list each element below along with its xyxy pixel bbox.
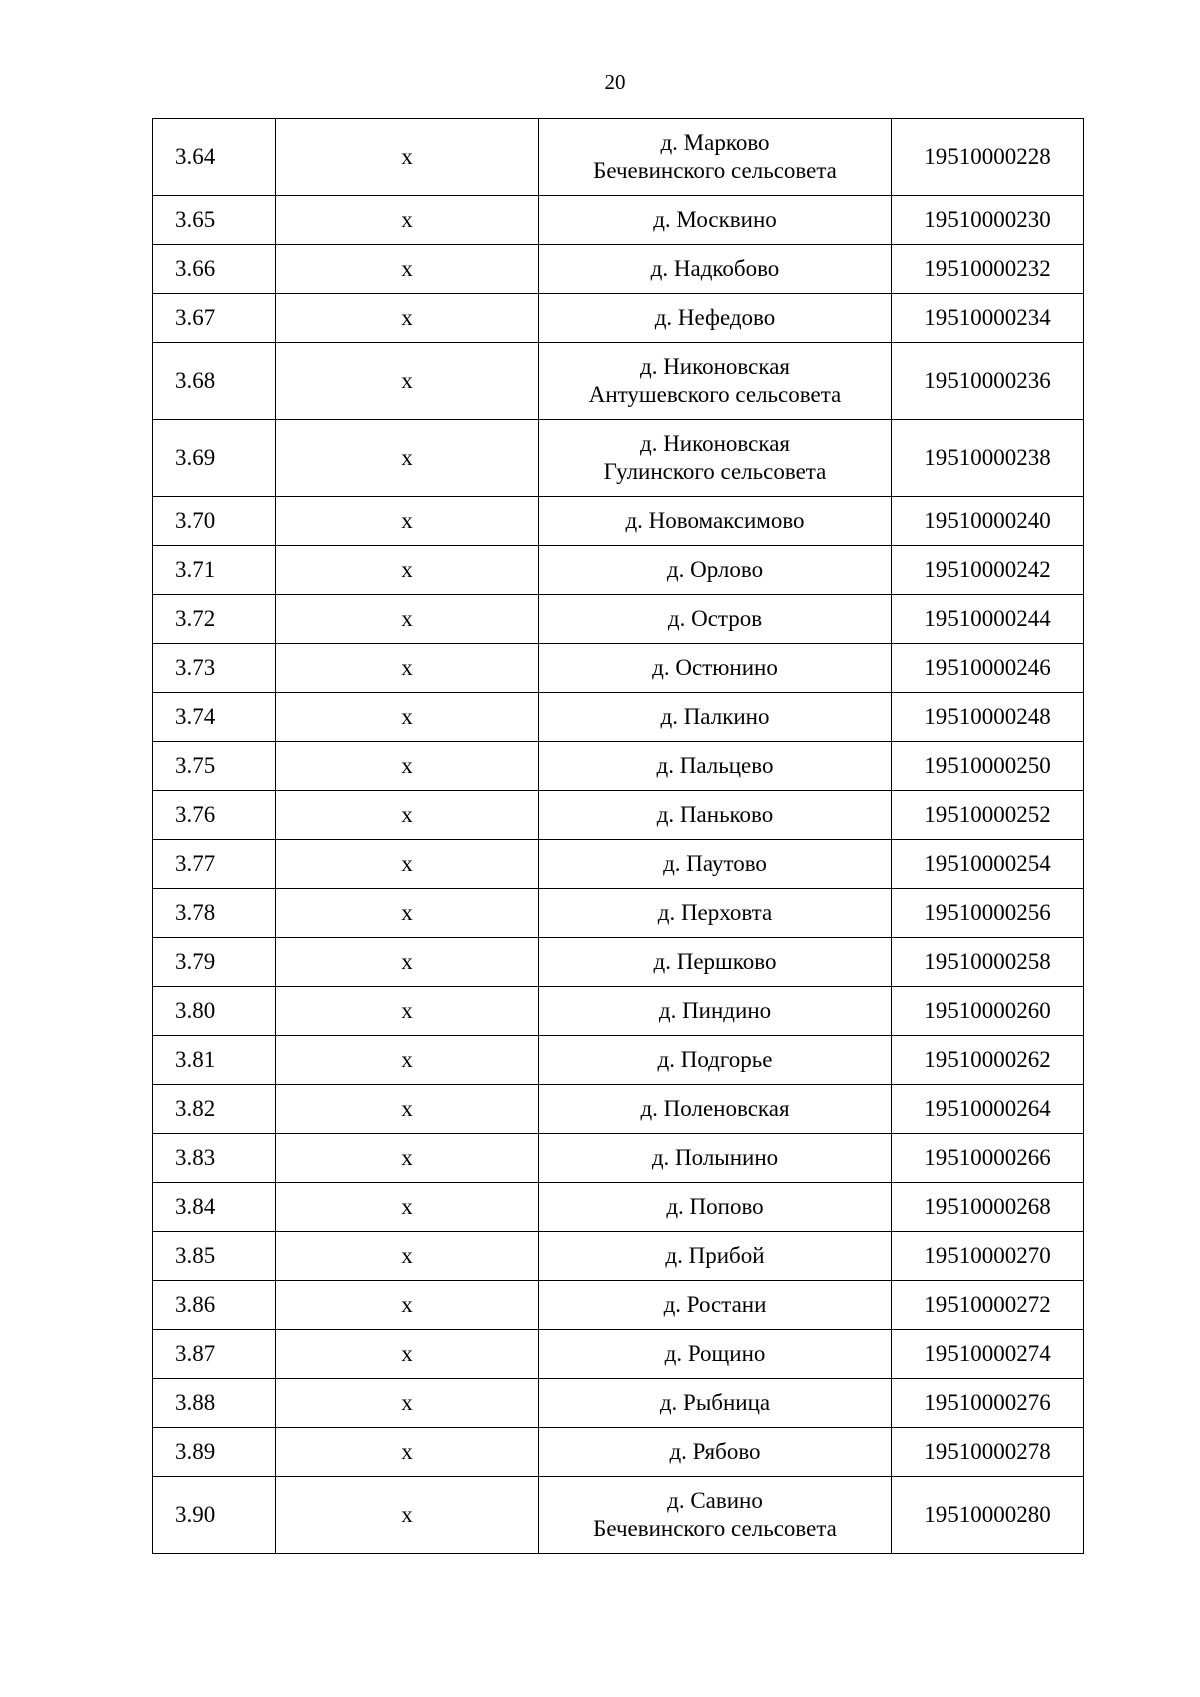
table-row <box>153 1428 1084 1477</box>
oktmo-code-cell: 19510000228 <box>892 119 1084 196</box>
mark-cell: х <box>276 1477 539 1554</box>
row-number-cell: 3.86 <box>153 1281 276 1330</box>
table-row <box>153 1379 1084 1428</box>
mark-cell: х <box>276 595 539 644</box>
settlement-name: д. Москвино <box>653 207 777 232</box>
table-body <box>153 119 1084 1554</box>
oktmo-code-cell: 19510000260 <box>892 987 1084 1036</box>
settlement-name-cell <box>539 294 892 343</box>
oktmo-code-cell: 19510000246 <box>892 644 1084 693</box>
settlement-name-cell <box>539 987 892 1036</box>
table-row <box>153 693 1084 742</box>
table-row <box>153 119 1084 196</box>
table-row <box>153 938 1084 987</box>
oktmo-code-cell: 19510000278 <box>892 1428 1084 1477</box>
table-row <box>153 196 1084 245</box>
table-row <box>153 1134 1084 1183</box>
settlement-name: д. Рябово <box>669 1439 761 1464</box>
mark-cell: х <box>276 889 539 938</box>
row-number-cell: 3.76 <box>153 791 276 840</box>
row-number-cell: 3.88 <box>153 1379 276 1428</box>
row-number-cell: 3.73 <box>153 644 276 693</box>
table-row <box>153 742 1084 791</box>
table-row <box>153 1281 1084 1330</box>
mark-cell: х <box>276 644 539 693</box>
settlement-name: д. Подгорье <box>657 1047 773 1072</box>
mark-cell: х <box>276 938 539 987</box>
mark-cell: х <box>276 1085 539 1134</box>
settlement-council: Бечевинского сельсовета <box>593 158 837 183</box>
mark-cell: х <box>276 196 539 245</box>
oktmo-code-cell: 19510000276 <box>892 1379 1084 1428</box>
settlement-name: д. Попово <box>666 1194 764 1219</box>
row-number-cell: 3.89 <box>153 1428 276 1477</box>
table-row <box>153 1036 1084 1085</box>
row-number-cell: 3.74 <box>153 693 276 742</box>
settlement-name-cell <box>539 1477 892 1554</box>
row-number-cell: 3.69 <box>153 420 276 497</box>
oktmo-code-cell: 19510000268 <box>892 1183 1084 1232</box>
settlement-name: д. Першково <box>653 949 777 974</box>
table-row <box>153 546 1084 595</box>
mark-cell: х <box>276 1330 539 1379</box>
oktmo-code-cell: 19510000272 <box>892 1281 1084 1330</box>
mark-cell: х <box>276 546 539 595</box>
row-number-cell: 3.83 <box>153 1134 276 1183</box>
table-row <box>153 644 1084 693</box>
settlement-name: д. Пиндино <box>658 998 772 1023</box>
oktmo-code-cell: 19510000236 <box>892 343 1084 420</box>
settlement-name: д. Пальцево <box>656 753 774 778</box>
row-number-cell: 3.67 <box>153 294 276 343</box>
row-number-cell: 3.71 <box>153 546 276 595</box>
settlement-name: д. Никоновская <box>640 354 790 379</box>
settlement-name-cell <box>539 791 892 840</box>
oktmo-code-cell: 19510000252 <box>892 791 1084 840</box>
settlement-name: д. Новомаксимово <box>625 508 805 533</box>
row-number-cell: 3.79 <box>153 938 276 987</box>
page-number: 20 <box>604 70 626 94</box>
oktmo-code-cell: 19510000230 <box>892 196 1084 245</box>
row-number-cell: 3.68 <box>153 343 276 420</box>
settlement-name-cell <box>539 420 892 497</box>
settlement-name-cell <box>539 1085 892 1134</box>
row-number-cell: 3.77 <box>153 840 276 889</box>
mark-cell: х <box>276 1428 539 1477</box>
settlement-name: д. Остров <box>667 606 763 631</box>
row-number-cell: 3.82 <box>153 1085 276 1134</box>
mark-cell: х <box>276 497 539 546</box>
mark-cell: х <box>276 343 539 420</box>
row-number-cell: 3.78 <box>153 889 276 938</box>
mark-cell: х <box>276 1281 539 1330</box>
row-number-cell: 3.70 <box>153 497 276 546</box>
oktmo-code-cell: 19510000244 <box>892 595 1084 644</box>
table-row <box>153 987 1084 1036</box>
table-row <box>153 343 1084 420</box>
table-row <box>153 1232 1084 1281</box>
oktmo-code-cell: 19510000264 <box>892 1085 1084 1134</box>
settlement-name: д. Рыбница <box>659 1390 771 1415</box>
settlement-name-cell <box>539 889 892 938</box>
oktmo-code-cell: 19510000242 <box>892 546 1084 595</box>
table-row <box>153 294 1084 343</box>
mark-cell: х <box>276 119 539 196</box>
row-number-cell: 3.81 <box>153 1036 276 1085</box>
mark-cell: х <box>276 840 539 889</box>
settlement-name-cell <box>539 119 892 196</box>
mark-cell: х <box>276 1134 539 1183</box>
row-number-cell: 3.65 <box>153 196 276 245</box>
settlement-name-cell <box>539 693 892 742</box>
oktmo-code-cell: 19510000248 <box>892 693 1084 742</box>
settlement-name-cell <box>539 1036 892 1085</box>
settlement-name: д. Поленовская <box>640 1096 790 1121</box>
settlement-name: д. Остюнино <box>652 655 778 680</box>
table-row <box>153 420 1084 497</box>
settlement-council: Антушевского сельсовета <box>588 382 842 407</box>
oktmo-code-cell: 19510000232 <box>892 245 1084 294</box>
oktmo-code-cell: 19510000266 <box>892 1134 1084 1183</box>
settlement-name-cell <box>539 595 892 644</box>
settlement-name: д. Прибой <box>665 1243 765 1268</box>
settlement-name-cell <box>539 1428 892 1477</box>
table-row <box>153 245 1084 294</box>
settlement-name-cell <box>539 840 892 889</box>
settlement-council: Бечевинского сельсовета <box>593 1516 837 1541</box>
table-row <box>153 791 1084 840</box>
mark-cell: х <box>276 1183 539 1232</box>
settlement-name-cell <box>539 546 892 595</box>
table-row <box>153 1085 1084 1134</box>
table-row <box>153 1477 1084 1554</box>
oktmo-code-cell: 19510000240 <box>892 497 1084 546</box>
oktmo-code-cell: 19510000262 <box>892 1036 1084 1085</box>
settlement-name: д. Паутово <box>663 851 767 876</box>
row-number-cell: 3.90 <box>153 1477 276 1554</box>
settlement-name: д. Орлово <box>666 557 764 582</box>
settlement-name: д. Палкино <box>660 704 770 729</box>
oktmo-code-cell: 19510000270 <box>892 1232 1084 1281</box>
oktmo-code-cell: 19510000274 <box>892 1330 1084 1379</box>
settlement-name-cell <box>539 742 892 791</box>
oktmo-code-cell: 19510000234 <box>892 294 1084 343</box>
settlement-name-cell <box>539 497 892 546</box>
settlement-name: д. Ростани <box>663 1292 767 1317</box>
oktmo-code-cell: 19510000238 <box>892 420 1084 497</box>
mark-cell: х <box>276 693 539 742</box>
settlement-council: Гулинского сельсовета <box>603 459 827 484</box>
settlement-name-cell <box>539 196 892 245</box>
mark-cell: х <box>276 987 539 1036</box>
settlement-name: д. Марково <box>660 130 770 155</box>
mark-cell: х <box>276 294 539 343</box>
mark-cell: х <box>276 1232 539 1281</box>
settlement-name: д. Паньково <box>656 802 774 827</box>
settlement-name: д. Никоновская <box>640 431 790 456</box>
settlement-name-cell <box>539 1379 892 1428</box>
oktmo-code-cell: 19510000250 <box>892 742 1084 791</box>
table-row <box>153 889 1084 938</box>
mark-cell: х <box>276 245 539 294</box>
settlement-name-cell <box>539 644 892 693</box>
mark-cell: х <box>276 742 539 791</box>
row-number-cell: 3.72 <box>153 595 276 644</box>
settlement-name-cell <box>539 245 892 294</box>
table-row <box>153 595 1084 644</box>
mark-cell: х <box>276 420 539 497</box>
row-number-cell: 3.80 <box>153 987 276 1036</box>
row-number-cell: 3.64 <box>153 119 276 196</box>
settlement-name: д. Рощино <box>664 1341 766 1366</box>
table-row <box>153 1330 1084 1379</box>
settlement-name: д. Перховта <box>657 900 773 925</box>
settlement-name: д. Полынино <box>651 1145 779 1170</box>
row-number-cell: 3.84 <box>153 1183 276 1232</box>
row-number-cell: 3.66 <box>153 245 276 294</box>
settlement-name-cell <box>539 343 892 420</box>
mark-cell: х <box>276 791 539 840</box>
settlement-name-cell <box>539 1281 892 1330</box>
settlements-table <box>152 118 1084 1554</box>
mark-cell: х <box>276 1036 539 1085</box>
oktmo-code-cell: 19510000258 <box>892 938 1084 987</box>
settlement-name-cell <box>539 1134 892 1183</box>
settlement-name-cell <box>539 1232 892 1281</box>
settlement-name: д. Нефедово <box>654 305 776 330</box>
row-number-cell: 3.87 <box>153 1330 276 1379</box>
settlement-name: д. Надкобово <box>650 256 780 281</box>
table-row <box>153 1183 1084 1232</box>
settlement-name-cell <box>539 1183 892 1232</box>
row-number-cell: 3.85 <box>153 1232 276 1281</box>
settlement-name: д. Савино <box>667 1488 763 1513</box>
oktmo-code-cell: 19510000254 <box>892 840 1084 889</box>
table-row <box>153 497 1084 546</box>
settlement-name-cell <box>539 1330 892 1379</box>
mark-cell: х <box>276 1379 539 1428</box>
table-row <box>153 840 1084 889</box>
settlement-name-cell <box>539 938 892 987</box>
oktmo-code-cell: 19510000280 <box>892 1477 1084 1554</box>
row-number-cell: 3.75 <box>153 742 276 791</box>
oktmo-code-cell: 19510000256 <box>892 889 1084 938</box>
